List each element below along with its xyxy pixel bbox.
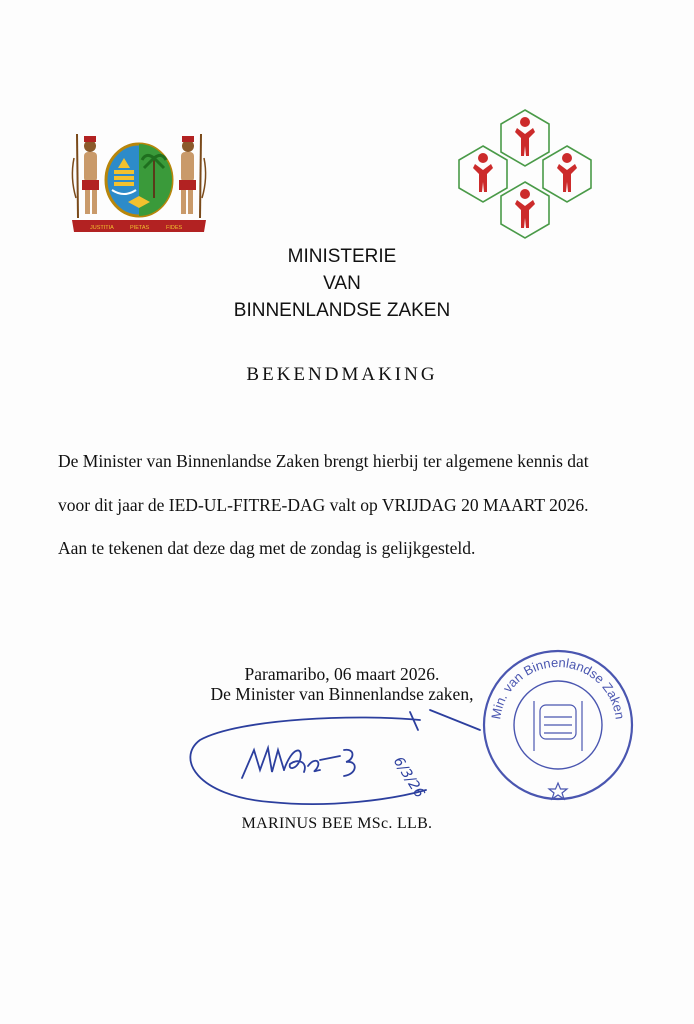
- stamp-star-icon: [549, 783, 567, 799]
- ministry-heading-line1: MINISTERIE: [287, 246, 397, 267]
- figure-icon-bottom: [515, 189, 535, 228]
- ministry-hexagon-logo: [457, 108, 593, 242]
- signer-name: MARINUS BEE MSc. LLB.: [241, 815, 433, 832]
- stamp-text: Min. van Binnenlandse Zaken: [488, 654, 628, 721]
- svg-text:JUSTITIA: JUSTITIA: [90, 225, 114, 231]
- coat-of-arms-emblem: [68, 128, 210, 238]
- official-stamp: [478, 645, 638, 805]
- body-text-line3: Aan te tekenen dat deze dag met de zondag is gelijkgesteld.: [58, 538, 476, 558]
- ministry-heading-line3: BINNENLANDSE ZAKEN: [233, 300, 451, 321]
- announcement-title: BEKENDMAKING: [246, 364, 438, 385]
- minister-title: De Minister van Binnenlandse zaken,: [210, 684, 474, 704]
- body-text-line2: voor dit jaar de IED-UL-FITRE-DAG valt op VRIJDAG 20 MAART 2026.: [58, 495, 589, 515]
- place-and-date: Paramaribo, 06 maart 2026.: [244, 664, 440, 684]
- handwritten-signature: [180, 700, 490, 815]
- figure-icon-top: [515, 117, 535, 156]
- left-supporter-figure: [72, 134, 99, 218]
- stamp-emblem: [534, 701, 582, 751]
- motto-banner: [72, 220, 206, 232]
- body-text-line1: De Minister van Binnenlandse Zaken brengt hierbij ter algemene kennis dat: [58, 451, 589, 471]
- ministry-heading-line2: VAN: [323, 273, 361, 294]
- svg-text:FIDES: FIDES: [166, 225, 183, 231]
- signature-date: 6/3/26: [389, 754, 428, 801]
- svg-text:PIETAS: PIETAS: [130, 225, 150, 231]
- figure-icon-right: [557, 153, 577, 192]
- right-supporter-figure: [179, 134, 206, 218]
- figure-icon-left: [473, 153, 493, 192]
- central-shield: [106, 144, 172, 216]
